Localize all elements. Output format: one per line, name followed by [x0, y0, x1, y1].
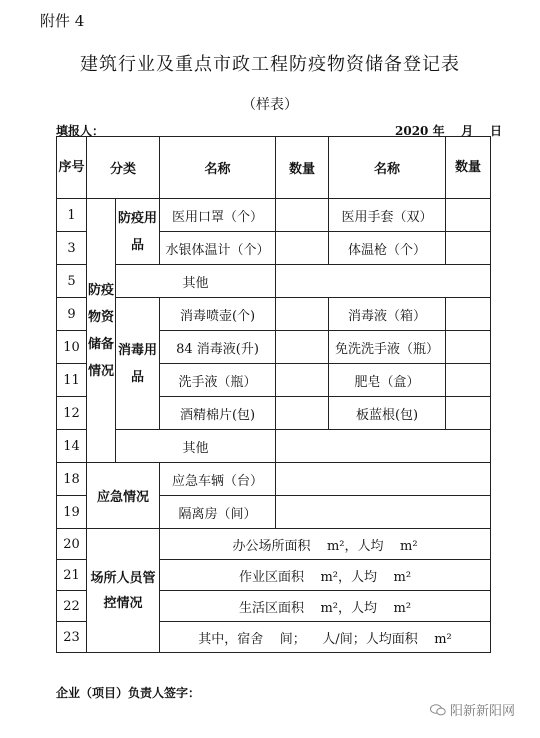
item-name: 洗手液（瓶）: [160, 364, 276, 397]
quantity-cell[interactable]: [276, 397, 329, 430]
area-line[interactable]: 作业区面积 m²，人均 m²: [160, 560, 491, 591]
group-emergency: 应急情况: [87, 463, 160, 529]
quantity-cell-2[interactable]: [446, 397, 491, 430]
quantity-cell[interactable]: [276, 364, 329, 397]
item-name: 应急车辆（台）: [160, 463, 276, 496]
other-cell[interactable]: [276, 265, 491, 298]
subgroup-disinfect: 消毒用品: [116, 298, 160, 430]
row-seq: 21: [57, 560, 87, 591]
quantity-cell[interactable]: [276, 199, 329, 232]
quantity-cell[interactable]: [276, 232, 329, 265]
wechat-icon: [430, 704, 446, 716]
header-row: [57, 137, 491, 199]
table-row: [57, 199, 491, 232]
row-seq: 18: [57, 463, 87, 496]
quantity-cell[interactable]: [276, 298, 329, 331]
item-name: 其他: [116, 265, 276, 298]
sample-label: （样表）: [242, 97, 298, 113]
group-venue: 场所人员管控情况: [87, 529, 160, 653]
row-seq: 19: [57, 496, 87, 529]
table-row: [57, 463, 491, 496]
quantity-cell-2[interactable]: [446, 331, 491, 364]
table-row: [57, 265, 491, 298]
row-seq: 20: [57, 529, 87, 560]
quantity-cell-2[interactable]: [446, 199, 491, 232]
form-title: 建筑行业及重点市政工程防疫物资储备登记表: [80, 54, 460, 75]
quantity-cell-2[interactable]: [446, 364, 491, 397]
header-quantity-2: 数量: [446, 137, 491, 199]
item-name-2: 板蓝根(包): [329, 397, 446, 430]
item-name: 其他: [116, 430, 276, 463]
table-row: [57, 430, 491, 463]
header-quantity: 数量: [276, 137, 329, 199]
filler-label: 填报人：: [56, 124, 105, 138]
item-name: 水银体温计（个）: [160, 232, 276, 265]
subgroup-protect: 防疫用品: [116, 199, 160, 265]
row-seq: 23: [57, 622, 87, 653]
area-line[interactable]: 生活区面积 m²，人均 m²: [160, 591, 491, 622]
area-line[interactable]: 办公场所面积 m²，人均 m²: [160, 529, 491, 560]
item-name-2: 体温枪（个）: [329, 232, 446, 265]
row-seq: 14: [57, 430, 87, 463]
row-seq: 22: [57, 591, 87, 622]
header-name: 名称: [160, 137, 276, 199]
watermark-text: 阳新新阳网: [450, 704, 516, 719]
group-reserve: 防疫物资储备情况: [87, 199, 116, 463]
header-name-2: 名称: [329, 137, 446, 199]
item-name-2: 肥皂（盒）: [329, 364, 446, 397]
row-seq: 9: [57, 298, 87, 331]
value-cell[interactable]: [276, 463, 491, 496]
row-seq: 11: [57, 364, 87, 397]
row-seq: 12: [57, 397, 87, 430]
attachment-label: 附件 4: [40, 12, 85, 30]
item-name: 酒精棉片(包): [160, 397, 276, 430]
date-line: 2020 年 月 日: [395, 124, 502, 138]
table-row: [57, 298, 491, 331]
value-cell[interactable]: [276, 496, 491, 529]
item-name-2: 免洗洗手液（瓶）: [329, 331, 446, 364]
row-seq: 5: [57, 265, 87, 298]
row-seq: 3: [57, 232, 87, 265]
table-row: [57, 529, 491, 560]
header-seq: 序号: [57, 137, 87, 199]
item-name: 84 消毒液(升): [160, 331, 276, 364]
dorm-line[interactable]: 其中，宿舍 间； 人/间；人均面积 m²: [160, 622, 491, 653]
quantity-cell-2[interactable]: [446, 232, 491, 265]
other-cell[interactable]: [276, 430, 491, 463]
header-category: 分类: [87, 137, 160, 199]
quantity-cell-2[interactable]: [446, 298, 491, 331]
watermark: [430, 700, 515, 719]
item-name-2: 医用手套（双）: [329, 199, 446, 232]
row-seq: 1: [57, 199, 87, 232]
row-seq: 10: [57, 331, 87, 364]
signature-label: 企业（项目）负责人签字：: [56, 686, 201, 700]
item-name: 医用口罩（个）: [160, 199, 276, 232]
quantity-cell[interactable]: [276, 331, 329, 364]
registration-table: [56, 136, 491, 653]
item-name: 隔离房（间）: [160, 496, 276, 529]
item-name-2: 消毒液（箱）: [329, 298, 446, 331]
item-name: 消毒喷壶(个): [160, 298, 276, 331]
